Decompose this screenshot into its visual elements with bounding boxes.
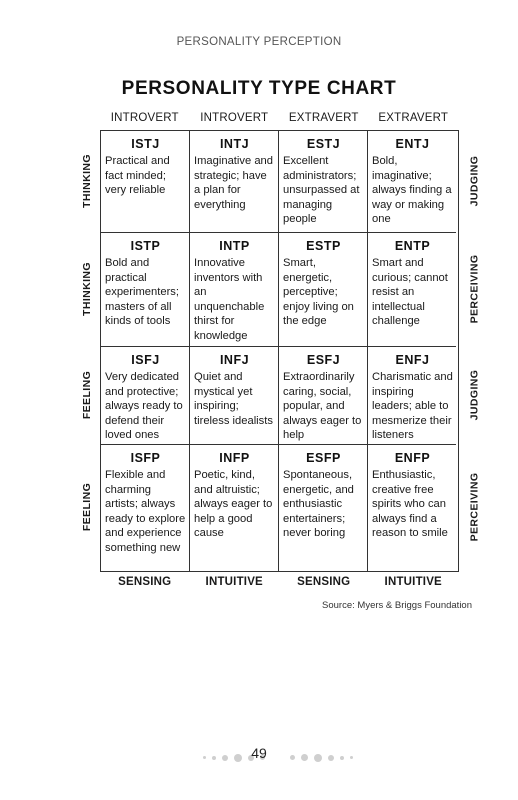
- type-cell: [279, 347, 368, 445]
- left-label: [72, 130, 102, 232]
- left-label-text: THINKING: [81, 154, 94, 208]
- bottom-label: SENSING: [118, 576, 172, 588]
- left-label-text: FEELING: [81, 482, 93, 532]
- type-description: Quiet and mystical yet inspiring; tireless idealists: [194, 371, 273, 427]
- type-cell: [190, 347, 279, 445]
- source-credit: Source: Myers & Briggs Foundation: [322, 600, 472, 611]
- type-code: INFP: [219, 451, 250, 465]
- type-description: Very dedicated and protective; always ready to defend their loved ones: [105, 371, 183, 441]
- type-description: Enthusiastic, creative free spirits who can always find a reason to smile: [372, 469, 448, 539]
- right-label-text: JUDGING: [468, 155, 481, 207]
- type-description: Poetic, kind, and altruistic; always eager to help a good cause: [194, 469, 273, 539]
- type-description: Innovative inventors with an unquenchable thirst for knowledge: [194, 257, 265, 342]
- type-description: Practical and fact minded; very reliable: [105, 155, 170, 196]
- left-label-text: FEELING: [81, 370, 93, 420]
- top-label: INTROVERT: [110, 112, 179, 124]
- type-code: ESTP: [306, 239, 341, 253]
- type-code: ISTP: [130, 239, 161, 253]
- right-label: [459, 444, 489, 570]
- type-cell: [279, 233, 368, 347]
- bottom-axis-labels: [100, 576, 458, 588]
- right-label-text: JUDGING: [468, 369, 481, 421]
- left-label: [72, 444, 102, 570]
- type-description: Smart, energetic, perceptive; enjoy living on the edge: [283, 257, 354, 327]
- type-description: Excellent administrators; unsurpassed at managing people: [283, 155, 360, 225]
- right-label: [459, 346, 489, 444]
- top-axis-labels: [100, 112, 458, 124]
- top-label: EXTRAVERT: [378, 112, 449, 124]
- type-code: ESFP: [306, 451, 341, 465]
- type-cell: [190, 233, 279, 347]
- type-code: ENTP: [394, 239, 431, 253]
- type-description: Spontaneous, energetic, and enthusiastic entertainers; never boring: [283, 469, 354, 539]
- personality-grid: [100, 130, 459, 572]
- type-code: ISFJ: [131, 353, 160, 367]
- type-cell: [101, 131, 190, 233]
- running-head: PERSONALITY PERCEPTION: [176, 36, 342, 48]
- type-cell: [190, 131, 279, 233]
- type-code: INTJ: [219, 137, 250, 151]
- chart-title: PERSONALITY TYPE CHART: [121, 78, 397, 99]
- type-cell: [368, 131, 456, 233]
- top-label: EXTRAVERT: [288, 112, 359, 124]
- type-cell: [368, 233, 456, 347]
- type-description: Flexible and charming artists; always ready to explore and experience something new: [105, 469, 186, 554]
- type-code: ENTJ: [395, 137, 430, 151]
- right-label-text: PERCEIVING: [468, 472, 481, 542]
- type-description: Extraordinarily caring, social, popular, and always eager to help: [283, 371, 362, 441]
- page-number: 49: [251, 745, 267, 761]
- decorative-dots-right: [287, 749, 356, 759]
- type-cell: [279, 445, 368, 571]
- type-cell: [101, 347, 190, 445]
- top-label: INTROVERT: [200, 112, 269, 124]
- type-code: INTP: [219, 239, 250, 253]
- left-label: [72, 232, 102, 346]
- type-code: ISFP: [130, 451, 161, 465]
- type-description: Bold, imaginative; always finding a way or making one: [372, 155, 452, 225]
- type-code: ENFJ: [395, 353, 430, 367]
- type-cell: [279, 131, 368, 233]
- right-label: [459, 232, 489, 346]
- type-cell: [190, 445, 279, 571]
- type-cell: [368, 347, 456, 445]
- type-code: ESFJ: [306, 353, 341, 367]
- type-code: ENFP: [394, 451, 431, 465]
- bottom-label: INTUITIVE: [384, 576, 442, 588]
- type-cell: [101, 445, 190, 571]
- page-footer: [0, 741, 518, 765]
- bottom-label: SENSING: [297, 576, 351, 588]
- type-description: Imaginative and strategic; have a plan for everything: [194, 155, 273, 211]
- right-label: [459, 130, 489, 232]
- type-code: ESTJ: [306, 137, 341, 151]
- type-cell: [101, 233, 190, 347]
- type-code: INFJ: [219, 353, 250, 367]
- left-label-text: THINKING: [81, 262, 94, 316]
- bottom-label: INTUITIVE: [205, 576, 263, 588]
- type-cell: [368, 445, 456, 571]
- left-label: [72, 346, 102, 444]
- right-label-text: PERCEIVING: [468, 254, 481, 324]
- type-code: ISTJ: [131, 137, 160, 151]
- type-description: Bold and practical experimenters; masters of all kinds of tools: [105, 257, 179, 327]
- type-description: Charismatic and inspiring leaders; able to mesmerize their listeners: [372, 371, 453, 441]
- type-description: Smart and curious; cannot resist an intellectual challenge: [372, 257, 448, 327]
